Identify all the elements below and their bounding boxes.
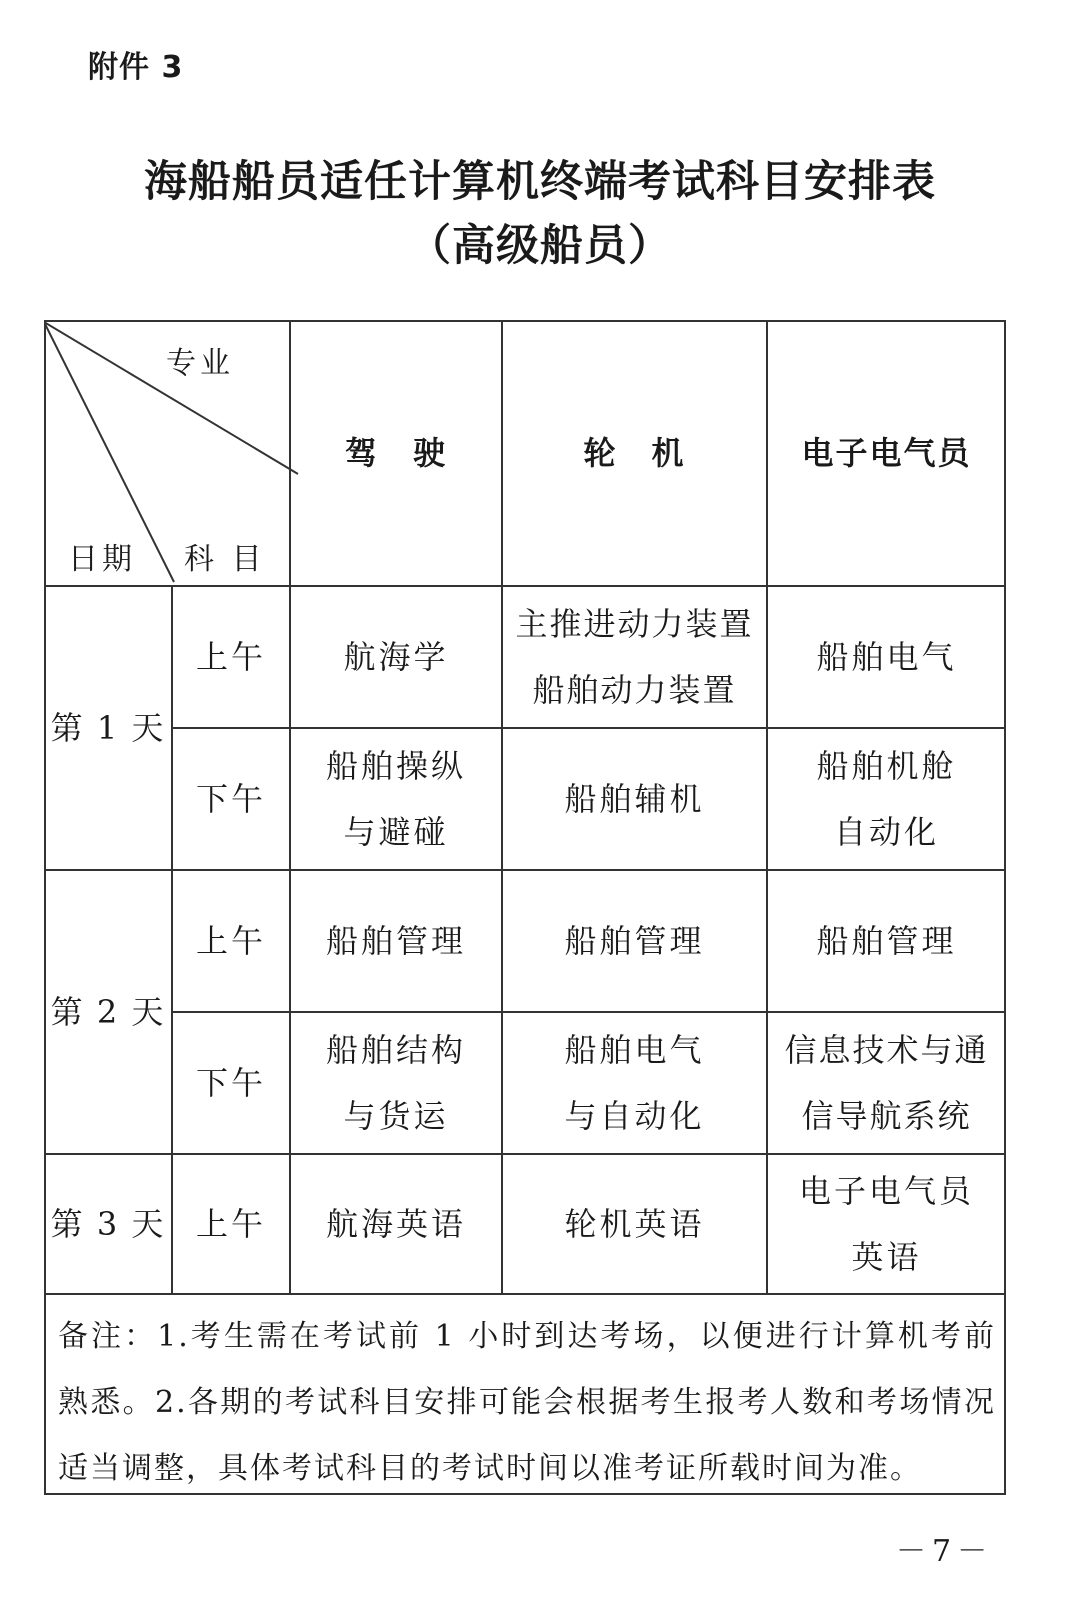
- subject-line: 船舶管理: [325, 922, 466, 960]
- session-day1-am: [172, 586, 290, 728]
- subject-line: 船舶电气: [564, 1031, 705, 1069]
- session-day1-pm-text: 下午: [195, 780, 266, 818]
- subject-cell: [290, 870, 502, 1012]
- subject-cell: [502, 870, 767, 1012]
- column-header-engine: [502, 320, 767, 586]
- subject-line: 电子电气员: [798, 1172, 974, 1210]
- subject-cell: [767, 870, 1006, 1012]
- session-day1-pm: [172, 728, 290, 870]
- column-header-engine-text: 轮 机: [583, 434, 686, 472]
- day-3-label: [44, 1154, 172, 1294]
- subject-line: 船舶机舱: [816, 747, 957, 785]
- corner-label-date: 日期: [68, 542, 136, 577]
- document-title: 海船船员适任计算机终端考试科目安排表: [144, 157, 936, 207]
- subject-cell: [290, 1012, 502, 1154]
- subject-cell: [290, 586, 502, 728]
- subject-line: 船舶管理: [816, 922, 957, 960]
- session-day2-am: [172, 870, 290, 1012]
- subject-line: 与自动化: [564, 1097, 705, 1135]
- session-day3-am: [172, 1154, 290, 1294]
- column-header-deck: [290, 320, 502, 586]
- session-day2-pm: [172, 1012, 290, 1154]
- subject-line: 轮机英语: [564, 1205, 705, 1243]
- subject-line: 航海学: [343, 638, 449, 676]
- session-day1-am-text: 上午: [195, 638, 266, 676]
- session-day3-am-text: 上午: [195, 1205, 266, 1243]
- subject-line: 信息技术与通: [784, 1031, 989, 1069]
- subject-line: 自动化: [833, 813, 939, 851]
- subject-line: 船舶结构: [325, 1031, 466, 1069]
- subject-cell: [767, 1154, 1006, 1294]
- subject-line: 英语: [851, 1238, 922, 1276]
- session-day2-am-text: 上午: [195, 922, 266, 960]
- subject-line: 船舶操纵: [325, 747, 466, 785]
- subject-cell: [502, 728, 767, 870]
- subject-line: 航海英语: [325, 1205, 466, 1243]
- day-2-label-text: 第 2 天: [50, 993, 166, 1031]
- subject-line: 船舶管理: [564, 922, 705, 960]
- day-2-label: [44, 870, 172, 1154]
- subject-cell: [290, 728, 502, 870]
- corner-label-major: 专业: [166, 346, 234, 381]
- subject-cell: [767, 728, 1006, 870]
- subject-cell: [767, 1012, 1006, 1154]
- column-header-eto-text: 电子电气员: [801, 434, 972, 472]
- subject-cell: [767, 586, 1006, 728]
- subject-cell: [502, 1012, 767, 1154]
- subject-line: 船舶动力装置: [532, 671, 737, 709]
- corner-label-subject: 科 目: [184, 542, 266, 577]
- subject-line: 与避碰: [343, 813, 449, 851]
- day-1-label-text: 第 1 天: [50, 709, 166, 747]
- subject-line: 船舶电气: [816, 638, 957, 676]
- table-note: 备注：1.考生需在考试前 1 小时到达考场，以便进行计算机考前熟悉。2.各期的考试科目安排可能会根据考生报考人数和考场情况适当调整，具体考试科目的考试时间以准考证所载时间为准。: [58, 1319, 996, 1486]
- subject-cell: [290, 1154, 502, 1294]
- subject-line: 与货运: [343, 1097, 449, 1135]
- attachment-label: 附件 3: [88, 50, 184, 85]
- column-header-deck-text: 驾 驶: [344, 434, 447, 472]
- day-1-label: [44, 586, 172, 870]
- session-day2-pm-text: 下午: [195, 1064, 266, 1102]
- subject-cell: [502, 586, 767, 728]
- page-number: －7－: [896, 1534, 994, 1569]
- day-3-label-text: 第 3 天: [50, 1205, 166, 1243]
- subject-line: 船舶辅机: [564, 780, 705, 818]
- column-header-eto: [767, 320, 1006, 586]
- subject-line: 主推进动力装置: [515, 605, 754, 643]
- document-subtitle: （高级船员）: [408, 221, 672, 271]
- subject-line: 信导航系统: [801, 1097, 972, 1135]
- subject-cell: [502, 1154, 767, 1294]
